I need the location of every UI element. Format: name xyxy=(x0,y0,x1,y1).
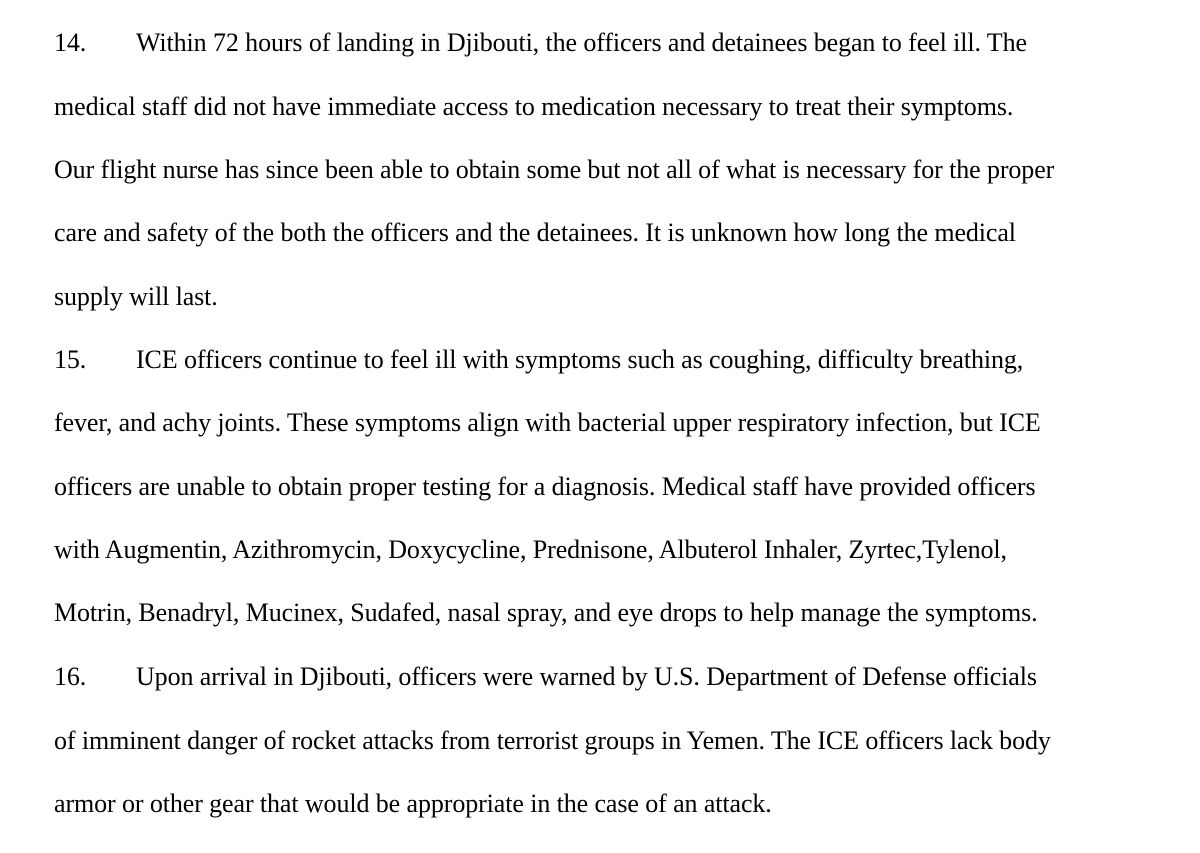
paragraph-text: Motrin, Benadryl, Mucinex, Sudafed, nasal spray, and eye drops to help manage the symptoms. xyxy=(54,598,1038,627)
paragraph-number: 15. xyxy=(54,345,87,374)
paragraph-14-line-3 xyxy=(54,155,1054,185)
paragraph-text: care and safety of the both the officers and the detainees. It is unknown how long the medical xyxy=(54,218,1016,247)
paragraph-16-line-1 xyxy=(54,662,1037,692)
paragraph-number: 16. xyxy=(54,662,87,691)
paragraph-text: Within 72 hours of landing in Djibouti, the officers and detainees began to feel ill. The xyxy=(136,28,1027,57)
paragraph-16-line-3 xyxy=(54,789,772,819)
paragraph-text: medical staff did not have immediate access to medication necessary to treat their symptoms. xyxy=(54,92,1014,121)
paragraph-14-line-1 xyxy=(54,28,1027,58)
paragraph-16-line-2 xyxy=(54,726,1051,756)
paragraph-text: of imminent danger of rocket attacks from terrorist groups in Yemen. The ICE officers lack body xyxy=(54,726,1051,755)
paragraph-text: fever, and achy joints. These symptoms align with bacterial upper respiratory infection, but ICE xyxy=(54,408,1041,437)
paragraph-text: with Augmentin, Azithromycin, Doxycycline, Prednisone, Albuterol Inhaler, Zyrtec,Tylenol, xyxy=(54,535,1007,564)
paragraph-text: Our flight nurse has since been able to obtain some but not all of what is necessary for the proper xyxy=(54,155,1055,184)
paragraph-15-line-1 xyxy=(54,345,1023,375)
paragraph-number: 14. xyxy=(54,28,87,57)
paragraph-15-line-5 xyxy=(54,598,1038,628)
paragraph-15-line-2 xyxy=(54,408,1041,438)
paragraph-15-line-3 xyxy=(54,472,1036,502)
paragraph-text: ICE officers continue to feel ill with symptoms such as coughing, difficulty breathing, xyxy=(136,345,1024,374)
paragraph-14-line-4 xyxy=(54,218,1016,248)
paragraph-text: supply will last. xyxy=(54,282,218,311)
paragraph-14-line-2 xyxy=(54,92,1013,122)
paragraph-text: officers are unable to obtain proper testing for a diagnosis. Medical staff have provided officers xyxy=(54,472,1036,501)
paragraph-text: Upon arrival in Djibouti, officers were warned by U.S. Department of Defense officials xyxy=(136,662,1037,691)
paragraph-14-line-5 xyxy=(54,282,218,312)
paragraph-text: armor or other gear that would be appropriate in the case of an attack. xyxy=(54,789,772,818)
paragraph-15-line-4 xyxy=(54,535,1007,565)
